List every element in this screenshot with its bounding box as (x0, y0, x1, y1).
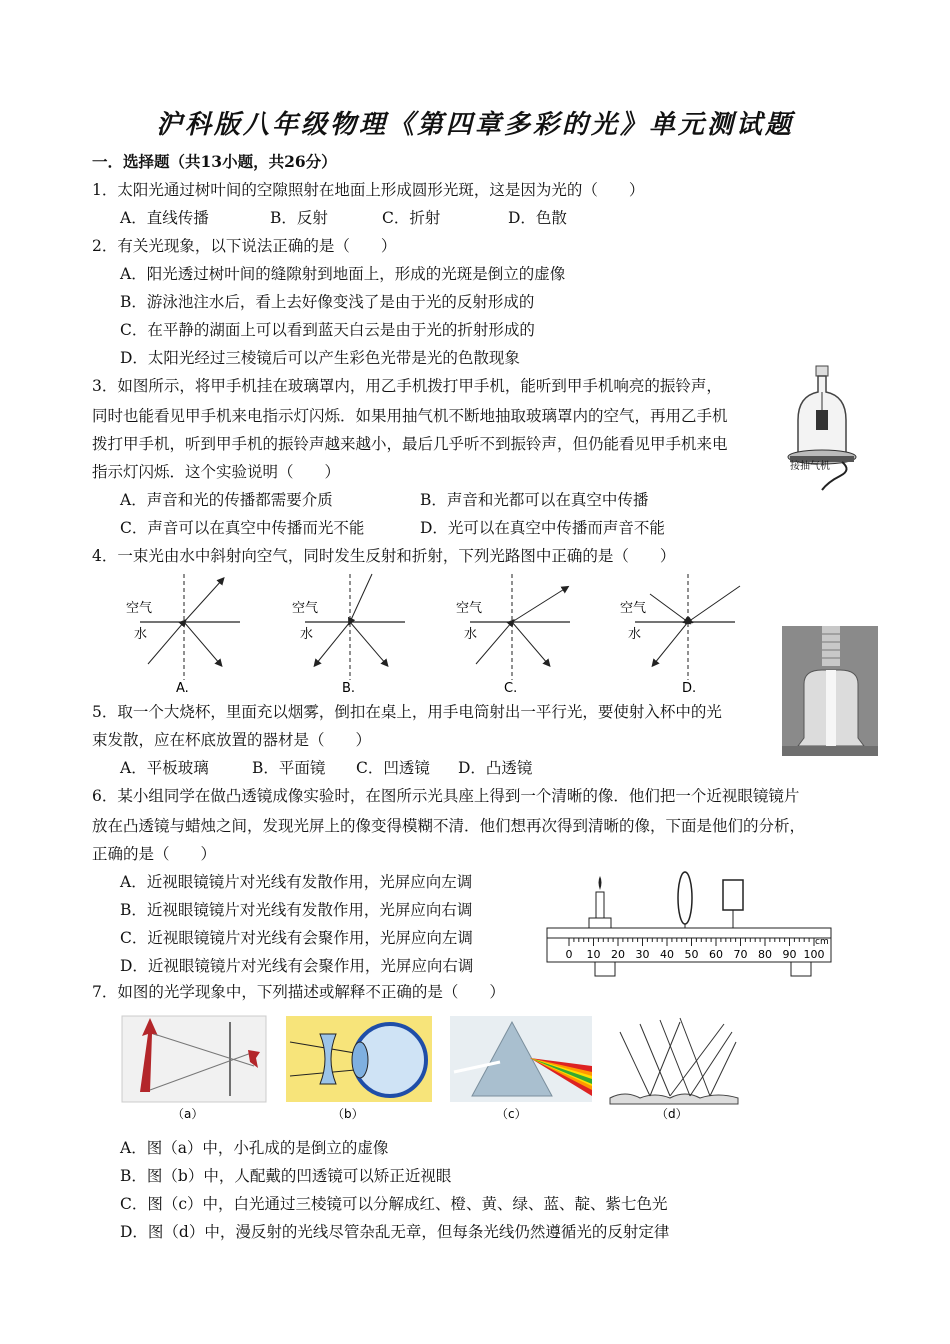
figure-d-label: （d） (656, 1107, 688, 1121)
q6-line-2: 放在凸透镜与蜡烛之间，发现光屏上的像变得模糊不清．他们想再次得到清晰的像，下面是他们的分析， (92, 817, 806, 835)
q7-option-c: C．图（c）中，白光通过三棱镜可以分解成红、橙、黄、绿、蓝、靛、紫七色光 (120, 1195, 668, 1213)
air-label: 空气 (620, 601, 647, 616)
q6-option-d: D．近视眼镜镜片对光线有会聚作用，光屏应向右调 (120, 957, 474, 975)
diagram-c-label: C. (504, 681, 518, 696)
figure-b-label: （b） (332, 1107, 364, 1121)
figure-b-eye (286, 1016, 432, 1121)
diagram-d-label: D. (682, 681, 697, 696)
ruler-tick-label: 10 (586, 948, 601, 961)
q1-stem: 1．太阳光通过树叶间的空隙照射在地面上形成圆形光斑，这是因为光的（ ） (92, 181, 645, 199)
q2-option-a: A．阳光透过树叶间的缝隙射到地面上，形成的光斑是倒立的虚像 (120, 265, 566, 283)
q7-stem: 7．如图的光学现象中，下列描述或解释不正确的是（ ） (92, 983, 505, 1001)
q5-option-a: A．平板玻璃 (120, 759, 209, 777)
optical-bench-figure (545, 868, 833, 980)
ruler-tick-label: 20 (611, 948, 625, 961)
q3-option-d: D．光可以在真空中传播而声音不能 (420, 519, 665, 537)
q2-stem: 2．有关光现象，以下说法正确的是（ ） (92, 237, 397, 255)
q7-option-b: B．图（b）中，人配戴的凹透镜可以矫正近视眼 (120, 1167, 452, 1185)
ruler-tick-label: 50 (684, 948, 699, 961)
q2-option-b: B．游泳池注水后，看上去好像变浅了是由于光的反射形成的 (120, 293, 535, 311)
page-title: 沪科版八年级物理《第四章多彩的光》单元测试题 (155, 110, 794, 140)
q3-option-b: B．声音和光都可以在真空中传播 (420, 491, 649, 509)
q5-option-d: D．凸透镜 (458, 759, 533, 777)
diagram-a (126, 574, 240, 696)
q3-line-2: 同时也能看见甲手机来电指示灯闪烁．如果用抽气机不断地抽取玻璃罩内的空气，再用乙手机 (92, 407, 728, 425)
diagram-c (456, 574, 570, 696)
optics-phenomena-figures (120, 1012, 744, 1124)
light-path-diagrams (120, 572, 760, 696)
diagram-d (620, 574, 740, 696)
ruler-tick-label: 100 (803, 948, 825, 961)
ruler-unit: cm (815, 937, 829, 947)
ruler-tick-label: 60 (709, 948, 723, 961)
q3-line-3: 拨打甲手机，听到甲手机的振铃声越来越小，最后几乎听不到振铃声，但仍能看见甲手机来电 (92, 435, 728, 453)
figure-c-prism (450, 1016, 592, 1121)
air-label: 空气 (126, 601, 153, 616)
pump-label: 接抽气机 (790, 461, 830, 472)
q3-option-a: A．声音和光的传播都需要介质 (120, 491, 333, 509)
bell-jar-figure (782, 362, 862, 492)
ruler-tick-label: 80 (758, 948, 772, 961)
q7-option-a: A．图（a）中，小孔成的是倒立的虚像 (120, 1139, 389, 1157)
ruler-tick-label: 0 (565, 948, 573, 961)
q5-line-1: 5．取一个大烧杯，里面充以烟雾，倒扣在桌上，用手电筒射出一平行光，要使射入杯中的光 (92, 703, 722, 721)
figure-c-label: （c） (496, 1107, 527, 1121)
q3-line-1: 3．如图所示，将甲手机挂在玻璃罩内，用乙手机拨打甲手机，能听到甲手机响亮的振铃声， (92, 377, 722, 395)
diagram-b-label: B. (342, 681, 356, 696)
q3-option-c: C．声音可以在真空中传播而光不能 (120, 519, 365, 537)
ruler-tick-label: 70 (733, 948, 748, 961)
ruler-tick-label: 90 (782, 948, 797, 961)
q5-option-c: C．凹透镜 (356, 759, 430, 777)
q1-option-b: B．反射 (270, 209, 328, 227)
q1-option-d: D．色散 (508, 209, 567, 227)
water-label: 水 (300, 627, 314, 642)
q6-option-b: B．近视眼镜镜片对光线有发散作用，光屏应向右调 (120, 901, 473, 919)
q6-option-c: C．近视眼镜镜片对光线有会聚作用，光屏应向左调 (120, 929, 473, 947)
figure-a-pinhole (122, 1016, 266, 1121)
figure-d-diffuse (608, 1016, 740, 1121)
q3-line-4: 指示灯闪烁．这个实验说明（ ） (92, 463, 341, 481)
diagram-b (292, 574, 405, 696)
q1-option-a: A．直线传播 (120, 209, 209, 227)
water-label: 水 (134, 627, 148, 642)
q5-option-b: B．平面镜 (252, 759, 326, 777)
q6-line-1: 6．某小组同学在做凸透镜成像实验时，在图所示光具座上得到一个清晰的像．他们把一个近视眼镜镜片 (92, 787, 800, 805)
beaker-figure (782, 626, 878, 756)
ruler-tick-label: 40 (660, 948, 674, 961)
q5-line-2: 束发散，应在杯底放置的器材是（ ） (92, 731, 372, 749)
water-label: 水 (464, 627, 478, 642)
q4-stem: 4．一束光由水中斜射向空气，同时发生反射和折射，下列光路图中正确的是（ ） (92, 547, 676, 565)
q6-line-3: 正确的是（ ） (92, 845, 217, 863)
water-label: 水 (628, 627, 642, 642)
air-label: 空气 (292, 601, 319, 616)
q2-option-c: C．在平静的湖面上可以看到蓝天白云是由于光的折射形成的 (120, 321, 535, 339)
q1-option-c: C．折射 (382, 209, 441, 227)
q2-option-d: D．太阳光经过三棱镜后可以产生彩色光带是光的色散现象 (120, 349, 520, 367)
section-heading: 一．选择题（共13小题，共26分） (92, 152, 337, 171)
q6-option-a: A．近视眼镜镜片对光线有发散作用，光屏应向左调 (120, 873, 473, 891)
diagram-a-label: A. (176, 681, 189, 696)
figure-a-label: （a） (172, 1107, 204, 1121)
air-label: 空气 (456, 601, 483, 616)
ruler-tick-label: 30 (635, 948, 650, 961)
q7-option-d: D．图（d）中，漫反射的光线尽管杂乱无章，但每条光线仍然遵循光的反射定律 (120, 1223, 670, 1241)
